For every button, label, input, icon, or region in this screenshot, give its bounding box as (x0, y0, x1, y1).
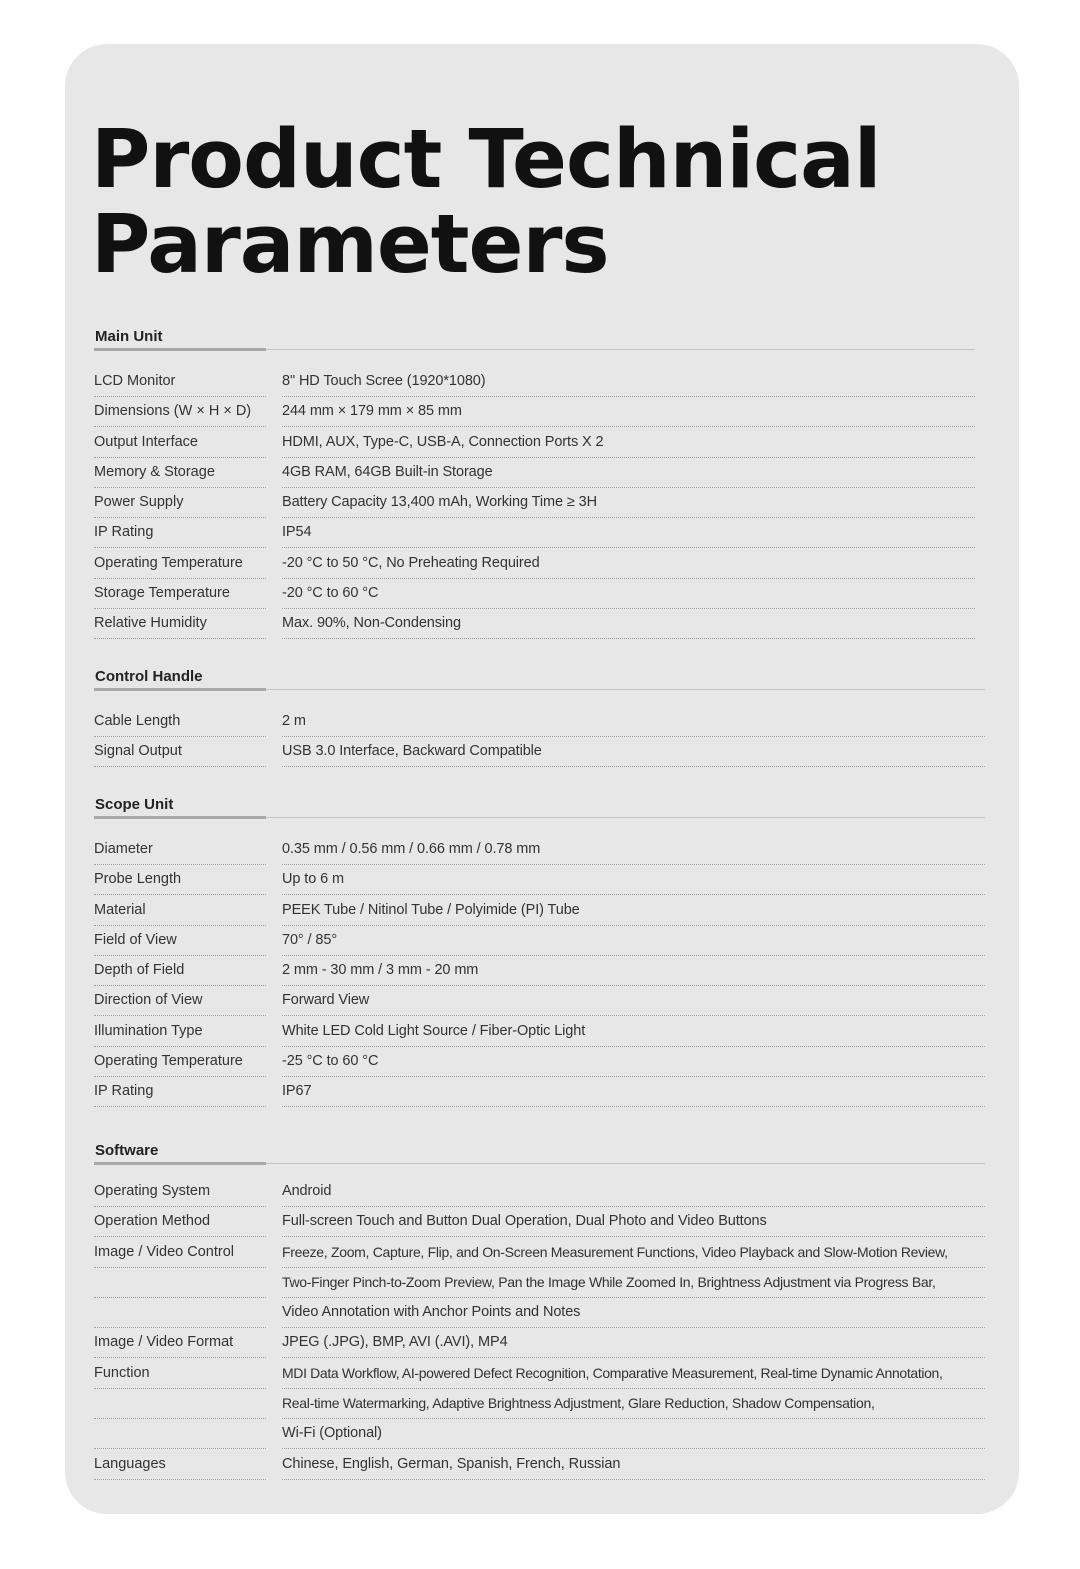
spec-value: -20 °C to 60 °C (282, 579, 975, 609)
section-title: Scope Unit (95, 796, 174, 813)
spec-row (94, 737, 985, 767)
page-title-line-1: Product Technical (91, 113, 881, 207)
section-divider-accent (94, 1162, 266, 1165)
section-title: Main Unit (95, 328, 163, 345)
spec-value: HDMI, AUX, Type-C, USB-A, Connection Ports X 2 (282, 428, 975, 458)
spec-label: Material (94, 896, 266, 926)
spec-row (94, 1047, 985, 1077)
spec-value: 0.35 mm / 0.56 mm / 0.66 mm / 0.78 mm (282, 835, 985, 865)
section-title: Software (95, 1142, 159, 1159)
spec-row (94, 1389, 985, 1419)
spec-label: Operating System (94, 1177, 266, 1207)
spec-value: Wi-Fi (Optional) (282, 1419, 985, 1449)
spec-label: Storage Temperature (94, 579, 266, 609)
spec-row (94, 986, 985, 1016)
spec-value: USB 3.0 Interface, Backward Compatible (282, 737, 985, 767)
spec-row (94, 488, 975, 518)
spec-value: Two-Finger Pinch-to-Zoom Preview, Pan the Image While Zoomed In, Brightness Adjustment via Progress Bar, (282, 1268, 985, 1298)
spec-row (94, 579, 975, 609)
spec-label (94, 1298, 266, 1328)
spec-row (94, 1077, 985, 1107)
spec-value: IP54 (282, 518, 975, 548)
spec-row (94, 926, 985, 956)
spec-value: Real-time Watermarking, Adaptive Brightness Adjustment, Glare Reduction, Shadow Compensation, (282, 1389, 985, 1419)
page-title (91, 113, 881, 292)
spec-label: Languages (94, 1450, 266, 1480)
spec-row (94, 397, 975, 427)
spec-label (94, 1268, 266, 1298)
spec-label: IP Rating (94, 518, 266, 548)
spec-table (94, 1177, 985, 1480)
spec-row (94, 1328, 985, 1358)
section-divider-accent (94, 688, 266, 691)
spec-value: Forward View (282, 986, 985, 1016)
spec-row (94, 1450, 985, 1480)
section-software (94, 1141, 985, 1480)
spec-label: Memory & Storage (94, 458, 266, 488)
section-divider-accent (94, 816, 266, 819)
spec-value: White LED Cold Light Source / Fiber-Optic Light (282, 1017, 985, 1047)
spec-value: -25 °C to 60 °C (282, 1047, 985, 1077)
spec-label: Operation Method (94, 1207, 266, 1237)
spec-value: Android (282, 1177, 985, 1207)
spec-value: 70° / 85° (282, 926, 985, 956)
spec-row (94, 956, 985, 986)
spec-value: PEEK Tube / Nitinol Tube / Polyimide (PI) Tube (282, 896, 985, 926)
spec-value: Video Annotation with Anchor Points and Notes (282, 1298, 985, 1328)
spec-row (94, 1359, 985, 1389)
spec-label: Relative Humidity (94, 609, 266, 639)
spec-value: -20 °C to 50 °C, No Preheating Required (282, 549, 975, 579)
spec-value: 244 mm × 179 mm × 85 mm (282, 397, 975, 427)
spec-row (94, 1298, 985, 1328)
spec-row (94, 1419, 985, 1449)
spec-value: 8" HD Touch Scree (1920*1080) (282, 367, 975, 397)
section-scope-unit (94, 795, 985, 1108)
section-control-handle (94, 667, 985, 768)
spec-label: Field of View (94, 926, 266, 956)
spec-row (94, 609, 975, 639)
spec-label: Direction of View (94, 986, 266, 1016)
spec-label (94, 1389, 266, 1419)
spec-row (94, 1017, 985, 1047)
spec-label: Output Interface (94, 428, 266, 458)
spec-label: Operating Temperature (94, 549, 266, 579)
spec-label: Depth of Field (94, 956, 266, 986)
spec-label: Image / Video Control (94, 1238, 266, 1268)
section-title: Control Handle (95, 668, 203, 685)
spec-value: Chinese, English, German, Spanish, French, Russian (282, 1450, 985, 1480)
spec-value: Freeze, Zoom, Capture, Flip, and On-Screen Measurement Functions, Video Playback and Slow-Motion Review, (282, 1238, 985, 1268)
spec-value: JPEG (.JPG), BMP, AVI (.AVI), MP4 (282, 1328, 985, 1358)
page-title-line-2: Parameters (91, 198, 609, 292)
spec-row (94, 896, 985, 926)
spec-label: LCD Monitor (94, 367, 266, 397)
spec-row (94, 367, 975, 397)
section-divider-accent (94, 348, 266, 351)
spec-row (94, 1177, 985, 1207)
spec-row (94, 1268, 985, 1298)
spec-label: Image / Video Format (94, 1328, 266, 1358)
section-header (94, 1141, 985, 1173)
spec-label: Dimensions (W × H × D) (94, 397, 266, 427)
spec-label: Illumination Type (94, 1017, 266, 1047)
spec-value: Max. 90%, Non-Condensing (282, 609, 975, 639)
spec-value: Full-screen Touch and Button Dual Operation, Dual Photo and Video Buttons (282, 1207, 985, 1237)
spec-table (94, 835, 985, 1108)
spec-table (94, 707, 985, 768)
spec-label (94, 1419, 266, 1449)
spec-label: Operating Temperature (94, 1047, 266, 1077)
spec-table (94, 367, 975, 640)
spec-value: MDI Data Workflow, AI-powered Defect Recognition, Comparative Measurement, Real-time Dynamic Annotation, (282, 1359, 985, 1389)
spec-label: Diameter (94, 835, 266, 865)
spec-row (94, 518, 975, 548)
spec-value: 2 m (282, 707, 985, 737)
section-header (94, 327, 975, 359)
spec-row (94, 865, 985, 895)
section-header (94, 795, 985, 827)
spec-row (94, 707, 985, 737)
spec-row (94, 835, 985, 865)
spec-label: Probe Length (94, 865, 266, 895)
spec-label: Power Supply (94, 488, 266, 518)
spec-value: IP67 (282, 1077, 985, 1107)
spec-label: Signal Output (94, 737, 266, 767)
spec-value: 2 mm - 30 mm / 3 mm - 20 mm (282, 956, 985, 986)
section-main-unit (94, 327, 975, 640)
spec-row (94, 1207, 985, 1237)
spec-label: Cable Length (94, 707, 266, 737)
section-header (94, 667, 985, 699)
spec-value: 4GB RAM, 64GB Built-in Storage (282, 458, 975, 488)
spec-label: IP Rating (94, 1077, 266, 1107)
spec-row (94, 458, 975, 488)
spec-row (94, 1238, 985, 1268)
spec-value: Up to 6 m (282, 865, 985, 895)
spec-label: Function (94, 1359, 266, 1389)
spec-row (94, 549, 975, 579)
spec-row (94, 428, 975, 458)
spec-value: Battery Capacity 13,400 mAh, Working Time ≥ 3H (282, 488, 975, 518)
